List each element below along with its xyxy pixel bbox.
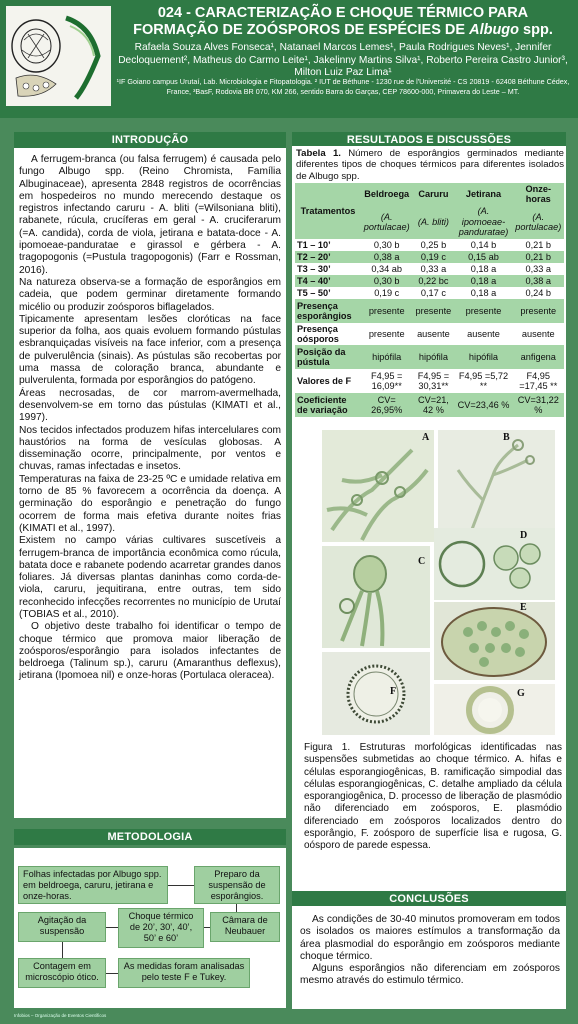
intro-heading: INTRODUÇÃO xyxy=(14,132,286,148)
figure-label: C xyxy=(418,556,426,567)
micrograph-g xyxy=(434,684,555,735)
flow-connector xyxy=(106,973,118,974)
poster-header xyxy=(0,0,578,118)
flow-step-leaves: Folhas infectadas por Albugo spp. em beldroega, caruru, jetirana e onze-horas. xyxy=(18,866,168,904)
table-header-col: Beldroega xyxy=(364,188,410,199)
table-species: (A. ipomoeae-panduratae) xyxy=(458,206,509,238)
table-species: (A. bliti) xyxy=(417,216,449,227)
flow-connector xyxy=(204,927,210,928)
figure-label: D xyxy=(520,530,528,541)
intro-paragraph: Áreas necrosadas, de cor marrom-avermelhada, desenvolvem-se em torno das pústulas (KIMATI et al., 1997). xyxy=(19,387,281,424)
methods-heading: METODOLOGIA xyxy=(14,829,286,845)
conclusions-panel xyxy=(292,906,566,1009)
micrograph-e xyxy=(434,602,555,680)
authors: Rafaela Souza Alves Fonseca¹, Natanael Marcos Lemes¹, Paula Rodrigues Neves¹, Jennifer Decloquement², Matheus do Carmo Leite¹, Jakelinny Martins Silva¹, Roberto Pereira Castro Junior³, Milton Luiz Paz Lima¹ xyxy=(118,42,568,78)
figure-label: A xyxy=(422,432,430,443)
table-row: Valores de F F4,95 = 16,09** F4,95 = 30,31** F4,95 =5,72 ** F4,95 =17,45 ** xyxy=(295,369,564,393)
table-row: Posição da pústula hipófila hipófila hipófila anfigena xyxy=(295,345,564,369)
flow-step-suspension: Preparo da suspensão de esporângios. xyxy=(194,866,280,904)
figure-label: F xyxy=(390,686,397,697)
table-header-col: Jetirana xyxy=(465,188,502,199)
albugo-illustration-logo xyxy=(6,6,111,106)
figure-label: B xyxy=(503,432,510,443)
table-row: Presença oósporos presente ausente ausente ausente xyxy=(295,323,564,345)
table-caption: Tabela 1. Número de esporângios germinados mediante diferentes tipos de choques térmicos para diferentes isolados de Albugo spp. xyxy=(296,148,564,182)
table-header-col: Onze-horas xyxy=(525,183,552,204)
poster-title: 024 - CARACTERIZAÇÃO E CHOQUE TÉRMICO PARA FORMAÇÃO DE ZOÓSPOROS DE ESPÉCIES DE Albugo spp. xyxy=(133,5,553,38)
micrograph-a xyxy=(322,430,434,542)
flow-step-analysis: As medidas foram analisadas pelo teste F e Tukey. xyxy=(118,958,250,988)
intro-paragraph: A ferrugem-branca (ou falsa ferrugem) é causada pelo fungo Albugo spp. (Reino Chromista, Família Albuginaceae), apresenta 2848 registros de ocorrências em hospedeiros no mundo merecendo destaque os registros infectando caruru - A. bliti (=Wilsoniana bliti), rabanete, rúcula, crucíferas em geral - A. cruciferarum (=A. candida), corda de viola, jetirana e batata-doce - A. ipomoeae-panduratae e girassol e gérbera - A. tragopogonis (=Pustula tragopogonis) (Farr e Rossman, 2016). xyxy=(19,154,281,276)
footer-credit: Infobios – Organização de Eventos Científicos xyxy=(14,1013,107,1018)
table-species: (A. portulacae) xyxy=(363,211,410,232)
table-row: T4 – 40’ 0,30 b 0,22 bc 0,18 a 0,38 a xyxy=(295,275,564,287)
intro-paragraph: Temperaturas na faixa de 23-25 ºC e umidade relativa em torno de 85 % favorecem a ocorrência da doença. A germinação do esporângio e penetração do fungo ocorrem de forma mais efetiva durante noites frias (KIMATI et al., 1997). xyxy=(19,473,281,534)
results-heading: RESULTADOS E DISCUSSÕES xyxy=(292,132,566,148)
affiliations: ¹IF Goiano campus Urutaí, Lab. Microbiologia e Fitopatologia. ² IUT de Béthune - 1230 rue de l'Université - CS 20819 - 62408 Béthune Cédex, France, ³BasF, Rodovia BR 070, KM 266, sentido Barra do Garças, CEP 78600-000, Primavera do Leste – MT. xyxy=(116,77,570,96)
methods-flowchart xyxy=(14,848,286,1008)
conclusion-paragraph: Alguns esporângios não diferenciam em zoósporos mesmo através do estimulo térmico. xyxy=(300,963,560,987)
flow-step-heat-shock: Choque térmico de 20’, 30’, 40’, 50’ e 60’ xyxy=(118,908,204,948)
results-table xyxy=(295,183,564,417)
micrograph-b xyxy=(438,430,555,542)
table-row: Coeficiente de variação CV= 26,95% CV=21, 42 % CV=23,46 % CV=31,22 % xyxy=(295,393,564,417)
intro-paragraph: Na natureza observa-se a formação de esporângios em cadeia, que podem germinar diretamente formando micélio ou produzir zoósporos biflagelados. xyxy=(19,276,281,313)
table-row: T5 – 50’ 0,19 c 0,17 c 0,18 a 0,24 b xyxy=(295,287,564,299)
table-species: (A. portulacae) xyxy=(515,211,562,232)
figure-label: E xyxy=(520,602,527,613)
flow-connector xyxy=(62,942,63,958)
micrograph-figure xyxy=(322,430,555,735)
flow-step-agitation: Agitação da suspensão xyxy=(18,912,106,942)
table-row: T3 – 30’ 0,34 ab 0,33 a 0,18 a 0,33 a xyxy=(295,263,564,275)
micrograph-d xyxy=(434,528,555,600)
intro-paragraph: Tipicamente apresentam lesões cloróticas na face superior da folha, aos quais evoluem formando pústulas esbranquiçadas visíveis na face inferior, com a presença de pulverulência (sinais). As pústulas são recobertas por uma massa de coloração branca, abundante e pulverulenta, formada por esporângios do patógeno. xyxy=(19,313,281,387)
conclusions-heading: CONCLUSÕES xyxy=(292,891,566,907)
flow-step-counting: Contagem em microscópio ótico. xyxy=(18,958,106,988)
figure-label: G xyxy=(517,688,525,699)
intro-paragraph: O objetivo deste trabalho foi identificar o tempo de choque térmico que promova maior liberação de zoósporos/esporângio para isolados infectantes de beldroega (Talinum sp.), caruru (Amaranthus deflexus), jetirana (Ipomoea nil) e onze-horas (Portulaca oleracea). xyxy=(19,621,281,682)
intro-paragraph: Nos tecidos infectados produzem hifas intercelulares com haustórios na forma de vesículas globosas. A disseminação ocorre, principalmente, por ventos e chuvas, ramas infectadas e insetos. xyxy=(19,424,281,473)
flow-step-neubauer: Câmara de Neubauer xyxy=(210,912,280,942)
table-header-treatments: Tratamentos xyxy=(300,205,356,216)
conclusion-paragraph: As condições de 30-40 minutos promoveram em todos os isolados os maiores estímulos a transformação da área plasmodial do esporângio em zoósporos mediante choque térmico. xyxy=(300,914,560,962)
micrograph-c xyxy=(322,546,430,648)
intro-paragraph: Existem no campo várias cultivares suscetíveis a ferrugem-branca de importância econômica como rúcula, batata doce e rabanete podendo acarretar grandes danos foliares. Já diversas plantas daninhas como corda-de-viola, caruru, jequitirana, entre outras, tem sido reconhecido infecções recorrentes no município de Urutaí (TOBIAS et al., 2010). xyxy=(19,535,281,620)
flow-connector xyxy=(106,927,118,928)
flow-connector xyxy=(168,885,194,886)
table-row: T1 – 10’ 0,30 b 0,25 b 0,14 b 0,21 b xyxy=(295,239,564,251)
flow-connector xyxy=(236,904,237,912)
figure-caption: Figura 1. Estruturas morfológicas identificadas nas suspensões submetidas ao choque térmico. A. hifas e células esporangiogênicas, B. ramificação simpodial das células esporangiogênicas, C. detalhe ampliado da célula esporangiogênica, D. processo de liberação de plasmódio não diferenciado em zoósporos, E. plasmódio diferenciado em zoósporos localizados dentro do esporângio, F. zoósporo de superfície lisa e rugosa, G. oósporo de parede espessa. xyxy=(304,742,562,852)
table-row: Presença esporângios presente presente presente presente xyxy=(295,299,564,323)
intro-panel xyxy=(14,148,286,818)
table-row: T2 – 20’ 0,38 a 0,19 c 0,15 ab 0,21 b xyxy=(295,251,564,263)
table-header-col: Caruru xyxy=(418,188,449,199)
micrograph-f xyxy=(322,652,430,735)
